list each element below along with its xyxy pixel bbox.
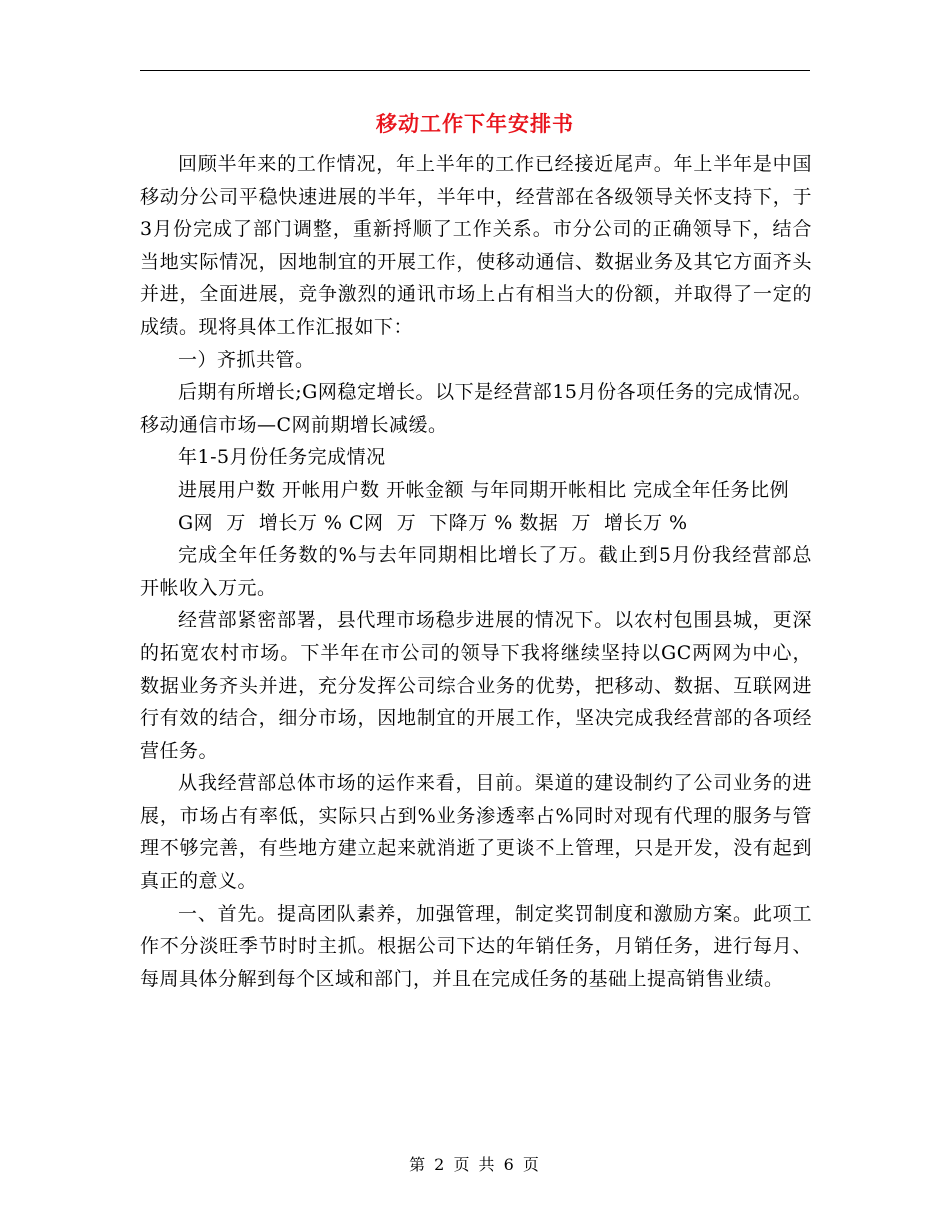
paragraph-task-heading: 年1-5月份任务完成情况 (178, 446, 386, 469)
document-body (140, 148, 812, 995)
paragraph-task-columns: 进展用户数 开帐用户数 开帐金额 与年同期开帐相比 完成全年任务比例 (178, 478, 790, 501)
document-title: 移动工作下年安排书 (376, 111, 574, 136)
paragraph-section-heading: 一）齐抓共管。 (178, 348, 315, 371)
paragraph-intro: 回顾半年来的工作情况，年上半年的工作已经接近尾声。年上半年是中国移动分公司平稳快速进展的半年，半年中，经营部在各级领导关怀支持下，于3月份完成了部门调整，重新捋顺了工作关系。市分公司的正确领导下，结合当地实际情况，因地制宜的开展工作，使移动通信、数据业务及其它方面齐头并进，全面进展，竞争激烈的通讯市场上占有相当大的份额，并取得了一定的成绩。现将具体工作汇报如下： (140, 153, 812, 338)
paragraph-first-measure: 一、首先。提高团队素养，加强管理，制定奖罚制度和激励方案。此项工作不分淡旺季节时时主抓。根据公司下达的年销任务，月销任务，进行每月、每周具体分解到每个区域和部门，并且在完成任务的基础上提高销售业绩。 (140, 902, 812, 990)
page-number: 第 2 页 共 6 页 (409, 1155, 541, 1174)
paragraph-task-values: G网 万 增长万 % C网 万 下降万 % 数据 万 增长万 % (178, 511, 688, 534)
paragraph-completion: 完成全年任务数的%与去年同期相比增长了万。截止到5月份我经营部总开帐收入万元。 (140, 544, 812, 599)
paragraph-deployment: 经营部紧密部署，县代理市场稳步进展的情况下。以农村包围县城，更深的拓宽农村市场。下半年在市公司的领导下我将继续坚持以GC两网为中心，数据业务齐头并进，充分发挥公司综合业务的优势，把移动、数据、互联网进行有效的结合，细分市场，因地制宜的开展工作，坚决完成我经营部的各项经营任务。 (140, 609, 812, 762)
header-rule (140, 70, 810, 71)
paragraph-growth: 后期有所增长;G网稳定增长。以下是经营部15月份各项任务的完成情况。移动通信市场—C网前期增长减缓。 (140, 381, 812, 436)
paragraph-market-analysis: 从我经营部总体市场的运作来看，目前。渠道的建设制约了公司业务的进展，市场占有率低，实际只占到%业务渗透率占%同时对现有代理的服务与管理不够完善，有些地方建立起来就消逝了更谈不上管理，只是开发，没有起到真正的意义。 (140, 772, 812, 893)
